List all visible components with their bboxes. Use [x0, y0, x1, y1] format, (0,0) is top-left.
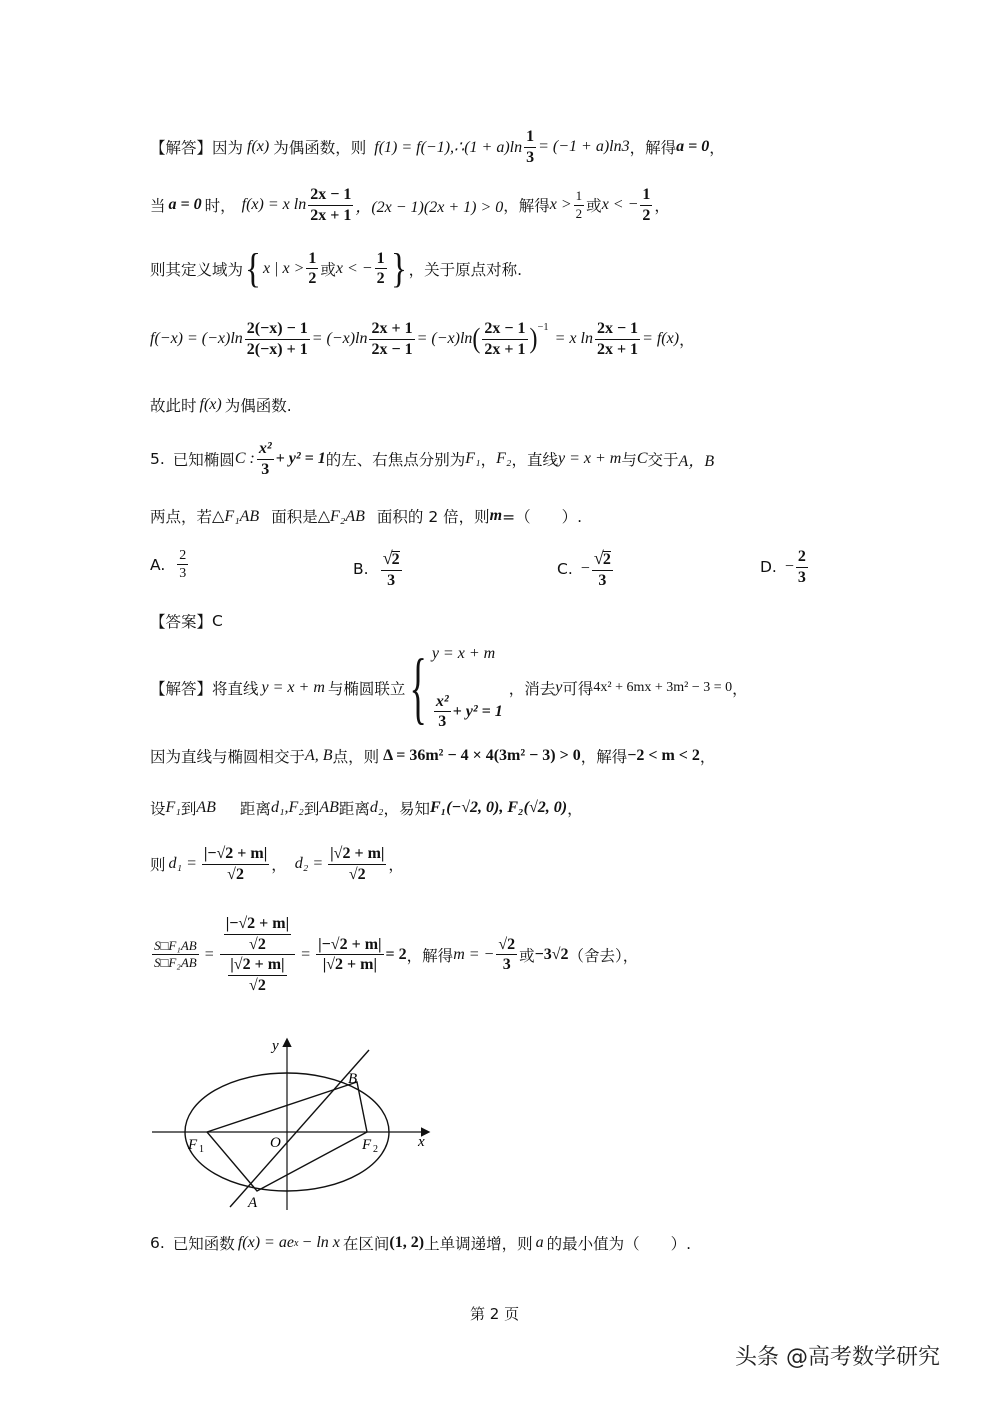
svg-text:2: 2: [373, 1144, 378, 1155]
solution-label: 【解答】: [150, 139, 213, 158]
answer-value: C: [212, 612, 223, 630]
area-ratio: $\frac{\text{S□F₁AB}}{\text{S□F₂AB}}$: [154, 937, 197, 971]
fraction: $\frac{2}{3}$: [797, 548, 806, 586]
watermark: 头条 @高考数学研究: [735, 1345, 940, 1370]
q5-solution-line2: 因为直线与椭圆相交于 A, B 点，则 Δ = 36m² − 4 × 4(3m² − 3) > 0 ，解得 −2 < m < 2 ，: [150, 747, 716, 766]
sqrt-symbol: √ 2: [382, 548, 400, 569]
complex-fraction: $\frac{\frac{|-√2 + m|}{√2}}{\frac{|√2 + m|}{√2}}$: [220, 915, 295, 994]
svg-text:F: F: [362, 1137, 372, 1153]
fraction: $\frac{1}{2}$: [642, 186, 651, 224]
svg-text:A: A: [248, 1195, 258, 1211]
q4-solution-line2: 当 a = 0 时， f(x) = x ln $\frac{2x - 1}{2x + 1}$ ，(2x − 1)(2x + 1) > 0 ，解得 x > $\frac{1}{2}$ 或 x < − $\frac{1}{2}$ ，: [150, 186, 670, 224]
option-c[interactable]: C. − √ 2 3: [557, 548, 611, 589]
system-brace: {: [409, 644, 428, 732]
ellipse-diagram: [150, 1035, 440, 1215]
fraction: $\frac{1}{2}$: [376, 249, 385, 288]
svg-text:B: B: [348, 1071, 358, 1087]
q5-solution-line4: 则 d₁ = $\frac{|-√2 + m|}{√2}$ ， d₂ = $\frac{|√2 + m|}{√2}$ ，: [150, 845, 404, 883]
fraction: √ 2 3: [593, 548, 611, 589]
q5-stem-line1: 5. 已知椭圆 C : $\frac{\text{x²}}{3}$ + y² = 1 的左、右焦点分别为 F₁ ， F₂ ，直线 y = x + m 与 C 交于 A，B: [150, 440, 715, 478]
q4-solution-line3: 则其定义域为 { x | x > $\frac{1}{2}$ 或 x < − $\frac{1}{2}$ } ，关于原点对称.: [150, 245, 523, 291]
fraction: $\frac{|-√2 + m|}{√2}$: [203, 845, 268, 883]
q4-solution-line5: 故此时 f(x) 为偶函数.: [150, 396, 292, 415]
fraction: $\frac{2x - 1}{2x + 1}$: [596, 320, 639, 358]
svg-text:F: F: [188, 1137, 198, 1153]
fraction: $\frac{1}{3}$: [526, 128, 535, 166]
fraction: $\frac{2(-x) - 1}{2(-x) + 1}$: [246, 320, 308, 358]
equation-system: y = x + m $\frac{\text{x²}}{3}$ + y² = 1: [431, 645, 503, 731]
question-number: 5.: [150, 450, 165, 469]
svg-text:x: x: [418, 1134, 425, 1150]
fraction: $\frac{2x - 1}{2x + 1}$: [310, 186, 352, 224]
q4-solution-line4: f(−x) = (−x)ln $\frac{2(-x) - 1}{2(-x) + 1}$ = (−x)ln $\frac{2x + 1}{2x - 1}$ = (−x)ln ( $\frac{2x - 1}{2x + 1}$ ) $^{-1}$ = x ln $\frac{2x - 1}{2x + 1}$ = f(x) ，: [150, 320, 695, 358]
option-b[interactable]: B. √ 2 3: [353, 548, 400, 589]
svg-text:1: 1: [199, 1144, 204, 1155]
option-a[interactable]: A. $\frac{2}{3}$: [150, 548, 187, 582]
fraction: $\frac{1}{2}$: [308, 249, 317, 288]
fraction: $\frac{|-√2 + m|}{|√2 + m|}$: [318, 935, 382, 974]
fraction: √ 2 3: [382, 548, 400, 589]
fraction: $\frac{2}{3}$: [179, 548, 187, 582]
svg-text:y: y: [272, 1038, 279, 1054]
q5-solution-line3: 设 F₁ 到 AB 距离 d₁,F₂ 到 AB 距离 d₂ ，易知 F₁(−√2, 0), F₂(√2, 0) ，: [150, 799, 583, 818]
q5-answer: 【答案】 C: [150, 612, 223, 631]
option-d[interactable]: D. − $\frac{2}{3}$: [760, 548, 806, 586]
fraction: $\frac{|√2 + m|}{√2}$: [330, 845, 385, 883]
q5-stem-line2: 两点，若 △F₁AB 面积是 △F₂AB 面积的 2 倍，则 m =（ ）.: [150, 507, 582, 526]
sqrt-symbol: √ 2: [593, 548, 611, 569]
fraction: $\frac{2x + 1}{2x - 1}$: [371, 320, 413, 358]
q5-solution-line1: 【解答】 将直线 y = x + m 与椭圆联立 { y = x + m $\frac{\text{x²}}{3}$ + y² = 1 ，消去 y 可得 4x² + 6mx + 3m² − 3 = 0 ，: [150, 644, 748, 732]
ellipse-figure: [150, 1035, 440, 1220]
q6-stem: 6. 已知函数 f(x) = ae x − ln x 在区间 (1, 2) 上单调递增，则 a 的最小值为（ ）.: [150, 1234, 692, 1253]
fraction: $\frac{1}{2}$: [575, 188, 583, 221]
svg-text:O: O: [270, 1135, 281, 1151]
fraction: $\frac{2x - 1}{2x + 1}$: [484, 320, 526, 358]
page-number: 第 2 页: [470, 1305, 520, 1323]
q5-solution-line5: $\frac{\text{S□F₁AB}}{\text{S□F₂AB}}$ = $\frac{\frac{|-√2 + m|}{√2}}{\frac{|√2 + m|}{√2}}$ = $\frac{|-√2 + m|}{|√2 + m|}$ = 2 ，解得 m = − $\frac{√2}{3}$ 或 −3√2 （舍去），: [154, 915, 639, 994]
q4-solution-line1: 【解答】 因为 f(x) 为偶函数，则 f(1) = f(−1),∴(1 + a)ln $\frac{1}{3}$ = (−1 + a)ln3 ，解得 a = 0 ，: [150, 128, 725, 166]
fraction: $\frac{√2}{3}$: [498, 935, 516, 974]
fraction: $\frac{\text{x²}}{3}$: [258, 440, 272, 478]
